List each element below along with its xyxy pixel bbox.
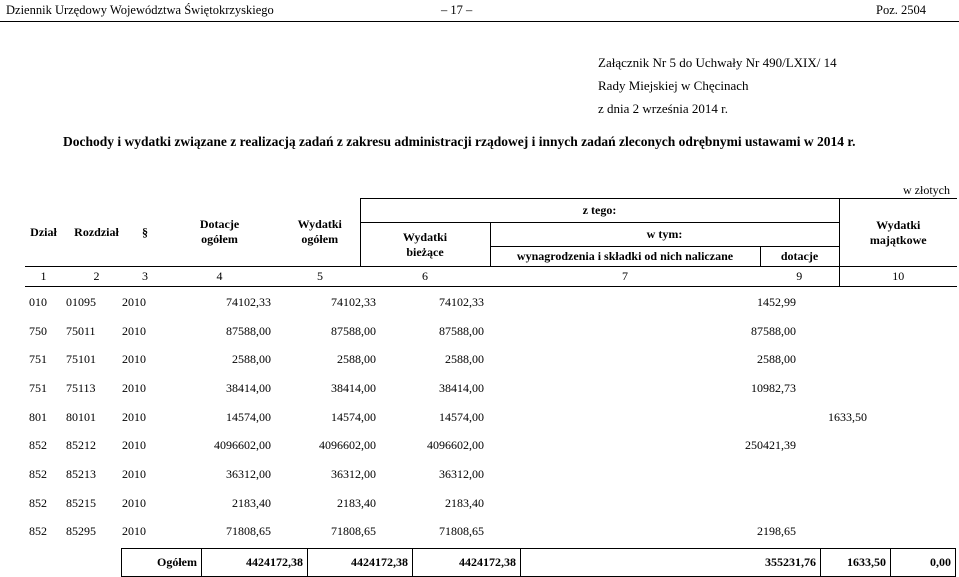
table-total	[121, 548, 956, 577]
table-cell: 2010	[122, 438, 146, 453]
table-cell: 01095	[66, 294, 96, 309]
table-cell: 71808,65	[226, 524, 271, 539]
header-rozdzial: Rozdział	[62, 199, 131, 267]
table-cell: 2588,00	[757, 352, 796, 367]
table-cell: 1452,99	[757, 294, 796, 309]
header-paragraph: §	[131, 199, 159, 267]
table-cell: 71808,65	[331, 524, 376, 539]
table-cell: 2010	[122, 466, 146, 481]
table-cell: 14574,00	[226, 409, 271, 424]
col-number: 2	[62, 267, 131, 287]
table-cell: 852	[29, 495, 47, 510]
table-cell: 14574,00	[331, 409, 376, 424]
table-cell: 852	[29, 438, 47, 453]
journal-name: Dziennik Urzędowy Województwa Świętokrzyskiego	[6, 3, 274, 17]
header-biezace	[360, 223, 490, 267]
table-cell: 87588,00	[751, 323, 796, 338]
table-cell: 2010	[122, 380, 146, 395]
table-cell: 801	[29, 409, 47, 424]
table-row	[25, 345, 800, 374]
table-cell: 74102,33	[439, 294, 484, 309]
header-divider	[0, 21, 959, 22]
table-cell: 2010	[122, 409, 146, 424]
table-cell: 2183,40	[445, 495, 484, 510]
col-number: 1	[25, 267, 62, 287]
table-cell: 2010	[122, 524, 146, 539]
table-row	[25, 403, 800, 432]
header-majatkowe-line2: majątkowe	[869, 232, 927, 247]
unit-label: w złotych	[903, 183, 950, 197]
table-cell: 38414,00	[439, 380, 484, 395]
table-cell: 2010	[122, 495, 146, 510]
col-number: 4	[159, 267, 280, 287]
table-cell: 2183,40	[337, 495, 376, 510]
table-cell: 74102,33	[331, 294, 376, 309]
col-number: 3	[131, 267, 159, 287]
table-cell: 85212	[66, 438, 96, 453]
col-number: 9	[760, 267, 839, 287]
table-header	[25, 198, 957, 287]
attachment-line-3: z dnia 2 września 2014 r.	[598, 101, 728, 116]
table-cell: 36312,00	[226, 466, 271, 481]
table-cell: 852	[29, 466, 47, 481]
table-row	[25, 489, 800, 518]
table-cell: 751	[29, 380, 47, 395]
table-cell: 75011	[66, 323, 96, 338]
table-row	[25, 431, 800, 460]
table-row	[25, 288, 800, 317]
table-cell: 75113	[66, 380, 96, 395]
table-cell: 010	[29, 294, 47, 309]
table-cell: 14574,00	[439, 409, 484, 424]
total-biezace: 4424172,38	[413, 549, 521, 577]
table-cell	[488, 489, 800, 518]
col-number: 10	[839, 267, 957, 287]
header-dotacje-line2: ogółem	[201, 232, 238, 247]
table-cell: 2010	[122, 294, 146, 309]
col-number: 5	[280, 267, 360, 287]
table-cell	[488, 460, 800, 489]
total-dotacje-sub: 1633,50	[821, 549, 891, 577]
header-biezace-line1: Wydatki	[402, 229, 448, 244]
table-cell: 75101	[66, 352, 96, 367]
total-wydatki: 4424172,38	[308, 549, 413, 577]
table-cell: 36312,00	[439, 466, 484, 481]
table-row	[25, 374, 800, 403]
header-dotacje-line1: Dotacje	[199, 217, 240, 232]
table-cell: 2198,65	[757, 524, 796, 539]
table-cell: 2588,00	[337, 352, 376, 367]
position-number: Poz. 2504	[876, 3, 926, 17]
page-number: – 17 –	[441, 3, 473, 17]
document-title: Dochody i wydatki związane z realizacją zadań z zakresu administracji rządowej i innych zadań zleconych odrębnymi ustawami w 2014 r.	[63, 134, 856, 149]
table-cell: 2183,40	[232, 495, 271, 510]
total-majatkowe: 0,00	[891, 549, 956, 577]
table-cell: 85213	[66, 466, 96, 481]
table-cell: 750	[29, 323, 47, 338]
table-cell: 87588,00	[226, 323, 271, 338]
header-majatkowe-line1: Wydatki	[876, 217, 921, 232]
table-cell: 2588,00	[232, 352, 271, 367]
table-cell: 751	[29, 352, 47, 367]
table-cell: 2588,00	[445, 352, 484, 367]
table-cell: 2010	[122, 352, 146, 367]
table-cell: 87588,00	[331, 323, 376, 338]
total-dotacje: 4424172,38	[202, 549, 308, 577]
table-cell: 87588,00	[439, 323, 484, 338]
header-dotacje	[159, 199, 280, 267]
table-cell: 71808,65	[439, 524, 484, 539]
table-row	[25, 518, 800, 547]
col-number: 6	[360, 267, 490, 287]
table-cell: 852	[29, 524, 47, 539]
table-cell: 85295	[66, 524, 96, 539]
attachment-line-2: Rady Miejskiej w Chęcinach	[598, 78, 749, 93]
header-wydatki-line2: ogółem	[301, 232, 339, 247]
table-cell: 4096602,00	[319, 438, 376, 453]
table-body	[25, 288, 800, 546]
table-cell: 4096602,00	[427, 438, 484, 453]
header-dotacje-sub: dotacje	[760, 247, 839, 267]
table-cell: 36312,00	[331, 466, 376, 481]
table-cell: 38414,00	[226, 380, 271, 395]
table-row	[25, 317, 800, 346]
table-cell: 250421,39	[745, 438, 796, 453]
header-biezace-line2: bieżące	[406, 244, 444, 259]
table-cell: 74102,33	[226, 294, 271, 309]
header-wydatki-line1: Wydatki	[297, 217, 342, 232]
total-label: Ogółem	[122, 549, 202, 577]
table-cell: 85215	[66, 495, 96, 510]
header-majatkowe	[839, 199, 957, 267]
table-cell	[488, 403, 800, 432]
table-cell: 10982,73	[751, 380, 796, 395]
table-row	[25, 460, 800, 489]
table-cell: 2010	[122, 323, 146, 338]
col-number: 7	[490, 267, 760, 287]
table-cell: 4096602,00	[214, 438, 271, 453]
header-z-tego: z tego:	[360, 199, 839, 223]
header-wydatki	[280, 199, 360, 267]
table-cell: 80101	[66, 409, 96, 424]
header-wynagrodzenia: wynagrodzenia i składki od nich naliczane	[490, 247, 760, 267]
header-w-tym: w tym:	[490, 223, 839, 247]
header-dzial: Dział	[25, 199, 62, 267]
attachment-line-1: Załącznik Nr 5 do Uchwały Nr 490/LXIX/ 14	[598, 55, 837, 70]
dotacje-cell: 1633,50	[828, 409, 867, 424]
table-cell: 38414,00	[331, 380, 376, 395]
total-wynagrodzenia: 355231,76	[521, 549, 821, 577]
